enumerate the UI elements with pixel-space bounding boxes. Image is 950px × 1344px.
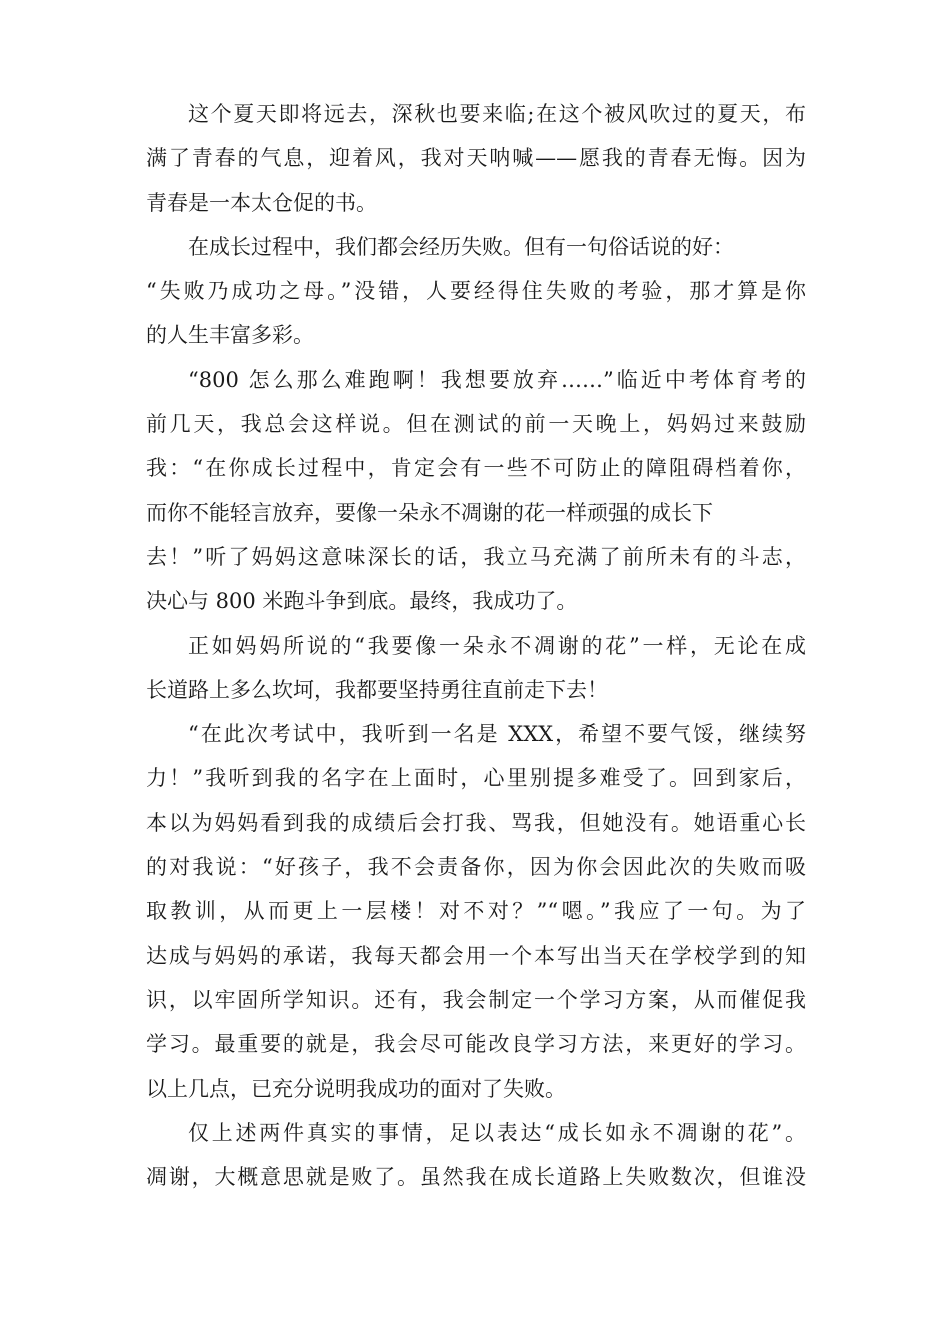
paragraph-5-line-1: “在此次考试中，我听到一名是 XXX，希望不要气馁，继续努 (188, 722, 806, 747)
paragraph-2-line-2: “失败乃成功之母。”没错，人要经得住失败的考验，那才算是你 (146, 279, 806, 304)
paragraph-4-line-2: 长道路上多么坎坷，我都要坚持勇往直前走下去！ (146, 677, 608, 702)
paragraph-3-line-2: 前几天，我总会这样说。但在测试的前一天晚上，妈妈过来鼓励 (146, 412, 806, 437)
paragraph-3-line-5: 去！”听了妈妈这意味深长的话，我立马充满了前所未有的斗志， (146, 544, 806, 569)
paragraph-3-line-1: “800 怎么那么难跑啊！我想要放弃……”临近中考体育考的 (188, 367, 806, 392)
paragraph-6-line-1: 仅上述两件真实的事情，足以表达“成长如永不凋谢的花”。 (188, 1120, 806, 1145)
paragraph-3-line-3: 我：“在你成长过程中，肯定会有一些不可防止的障阻碍档着你， (146, 456, 806, 481)
paragraph-5-line-8: 学习。最重要的就是，我会尽可能改良学习方法，来更好的学习。 (146, 1032, 806, 1057)
paragraph-4-line-1: 正如妈妈所说的“我要像一朵永不凋谢的花”一样，无论在成 (188, 633, 806, 658)
paragraph-5-line-5: 取教训，从而更上一层楼！对不对？”“嗯。”我应了一句。为了 (146, 899, 806, 924)
paragraph-5-line-7: 识，以牢固所学知识。还有，我会制定一个学习方案，从而催促我 (146, 987, 806, 1012)
paragraph-5-line-2: 力！”我听到我的名字在上面时，心里别提多难受了。回到家后， (146, 766, 806, 791)
paragraph-5-line-4: 的对我说：“好孩子，我不会责备你，因为你会因此次的失败而吸 (146, 855, 806, 880)
paragraph-5-line-3: 本以为妈妈看到我的成绩后会打我、骂我，但她没有。她语重心长 (146, 810, 806, 835)
paragraph-2-line-3: 的人生丰富多彩。 (146, 323, 314, 348)
paragraph-3-line-6: 决心与 800 米跑斗争到底。最终，我成功了。 (146, 589, 578, 614)
paragraph-3-line-4: 而你不能轻言放弃，要像一朵永不凋谢的花一样顽强的成长下 (146, 500, 713, 525)
paragraph-1-line-3: 青春是一本太仓促的书。 (146, 190, 377, 215)
paragraph-6-line-2: 凋谢，大概意思就是败了。虽然我在成长道路上失败数次，但谁没 (146, 1165, 806, 1190)
paragraph-1-line-2: 满了青春的气息，迎着风，我对天呐喊——愿我的青春无悔。因为 (146, 146, 806, 171)
paragraph-1-line-1: 这个夏天即将远去，深秋也要来临;在这个被风吹过的夏天，布 (188, 102, 806, 126)
essay-body (146, 92, 806, 1199)
paragraph-5-line-6: 达成与妈妈的承诺，我每天都会用一个本写出当天在学校学到的知 (146, 943, 806, 968)
paragraph-5-line-9: 以上几点，已充分说明我成功的面对了失败。 (146, 1076, 566, 1101)
paragraph-2-line-1: 在成长过程中，我们都会经历失败。但有一句俗话说的好： (188, 234, 734, 259)
